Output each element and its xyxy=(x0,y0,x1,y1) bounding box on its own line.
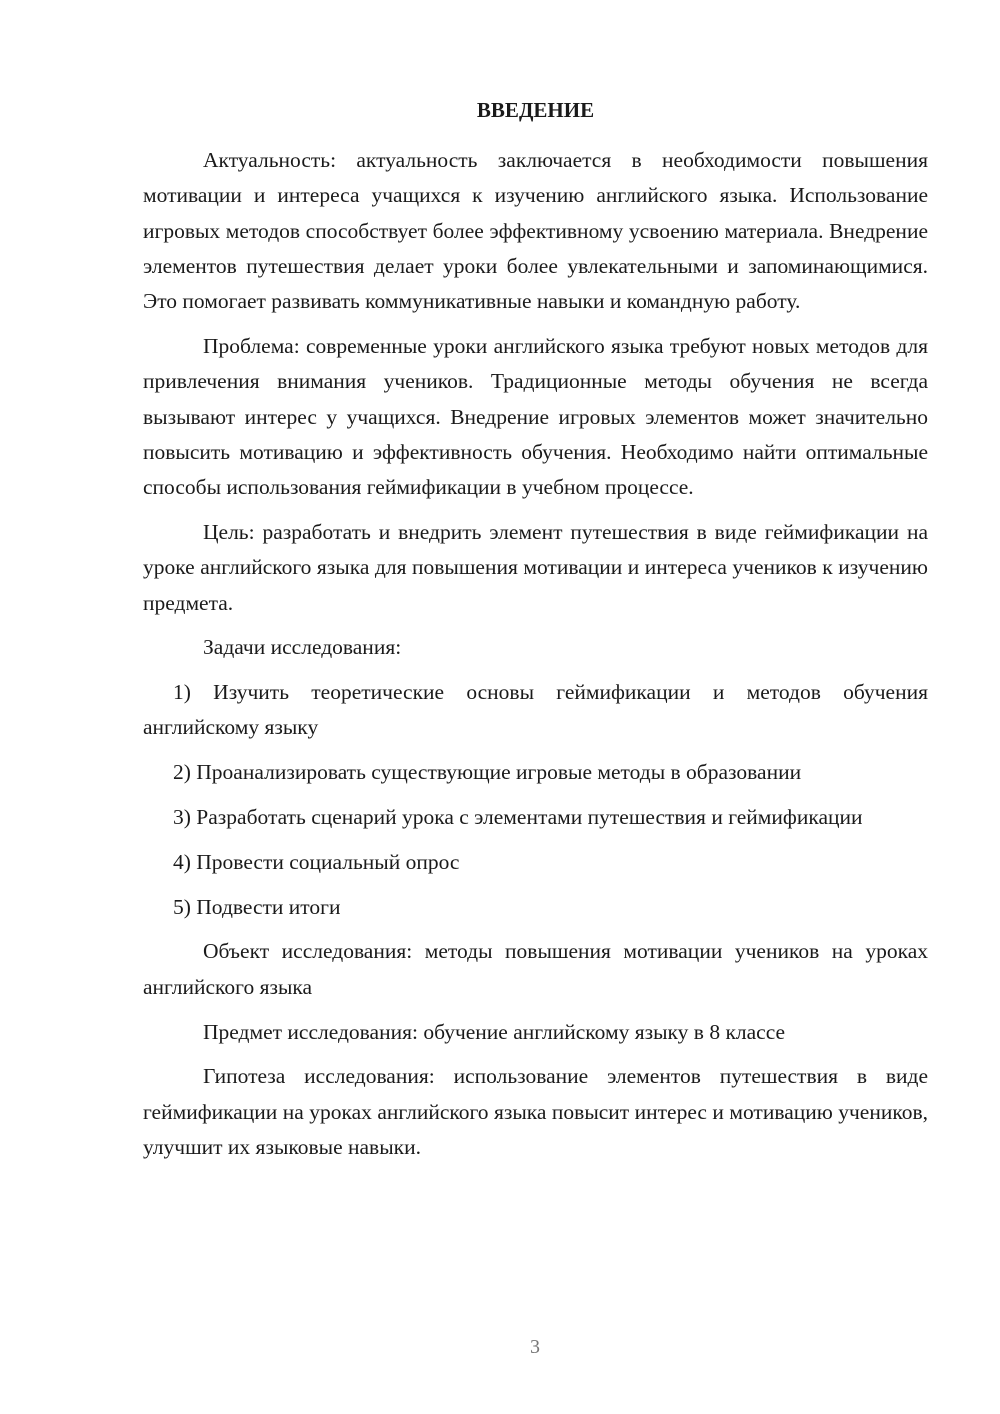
paragraph-subject: Предмет исследования: обучение английскому языку в 8 классе xyxy=(203,1019,786,1044)
list-item-task: 3) Разработать сценарий урока с элементами путешествия и геймификации xyxy=(173,805,863,830)
list-item-task: 2) Проанализировать существующие игровые методы в образовании xyxy=(173,760,802,785)
list-item-task: 1) Изучить теоретические основы геймификации и методов обучения английскому языку xyxy=(143,680,928,740)
document-body xyxy=(143,143,928,1175)
paragraph-hypothesis: Гипотеза исследования: использование элементов путешествия в виде геймификации на уроках английского языка повысит интерес и мотивацию учеников, улучшит их языковые навыки. xyxy=(143,1064,928,1159)
paragraph-relevance: Актуальность: актуальность заключается в необходимости повышения мотивации и интереса учащихся к изучению английского языка. Использование игровых методов способствует более эффективному усвоению материала. Внедрение элементов путешествия делает уроки более увлекательными и запоминающимися. Это помогает развивать коммуникативные навыки и командную работу. xyxy=(143,148,928,314)
page-number: 3 xyxy=(530,1336,540,1358)
list-item-task: 4) Провести социальный опрос xyxy=(173,849,460,874)
paragraph-goal: Цель: разработать и внедрить элемент путешествия в виде геймификации на уроке английского языка для повышения мотивации и интереса учеников к изучению предмета. xyxy=(143,519,928,615)
list-item-task: 5) Подвести итоги xyxy=(173,894,341,919)
page-title: ВВЕДЕНИЕ xyxy=(476,98,595,122)
paragraph-tasks-title: Задачи исследования: xyxy=(203,635,402,660)
paragraph-problem: Проблема: современные уроки английского языка требуют новых методов для привлечения внимания учеников. Традиционные методы обучения не всегда вызывают интерес у учащихся. Внедрение игровых элементов может значительно повысить мотивацию и эффективность обучения. Необходимо найти оптимальные способы использования геймификации в учебном процессе. xyxy=(143,333,928,500)
paragraph-object: Объект исследования: методы повышения мотивации учеников на уроках английского языка xyxy=(143,939,928,999)
